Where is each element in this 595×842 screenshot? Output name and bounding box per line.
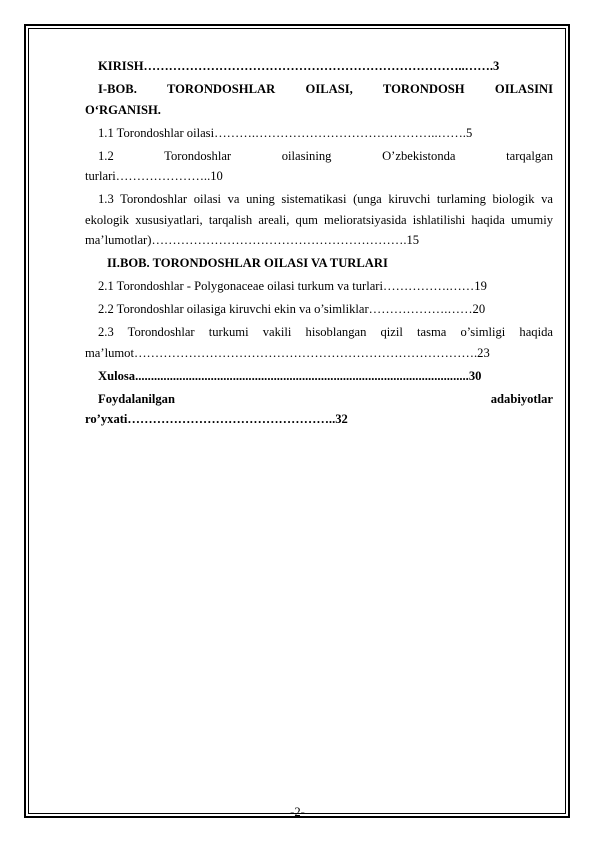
toc-chapter-1-title-line1: I-BOB. TORONDOSHLAR OILASI, TORONDOSH OILASINI bbox=[98, 81, 553, 96]
toc-chapter-2-title: II.BOB. TORONDOSHLAR OILASI VA TURLARI bbox=[107, 256, 388, 271]
toc-entry-2-1: 2.1 Torondoshlar - Polygonaceae oilasi turkum va turlari…………….……19 bbox=[98, 279, 487, 294]
table-of-contents bbox=[85, 56, 553, 432]
toc-entry-xulosa: Xulosa..........................................................................................................30 bbox=[98, 368, 482, 383]
toc-entry-kirish: KIRISH…………………………………………………………………..…….3 bbox=[98, 59, 500, 73]
toc-chapter-1-title-cont: O‘RGANISH. bbox=[85, 102, 161, 117]
toc-entry-1-2: 1.2 Torondoshlar oilasining O’zbekistonda tarqalgan bbox=[98, 148, 553, 163]
toc-entry-adabiyotlar: Foydalanilgan adabiyotlar bbox=[98, 391, 553, 406]
toc-entry-1-1: 1.1 Torondoshlar oilasi……….……………………………………..…….5 bbox=[98, 125, 473, 140]
toc-entry-1-2-cont: turlari…………………..10 bbox=[85, 169, 223, 184]
toc-chapter-1-title bbox=[85, 79, 553, 100]
toc-entry-1-3: 1.3 Torondoshlar oilasi va uning sistematikasi (unga kiruvchi turlaming biologik va ekologik xususiyatlari, tarqalish areali, qum melioratsiyasida ishlatilishi haqida umumiy ma’lumotlar)…………………………………………………….15 bbox=[85, 192, 553, 248]
toc-entry-adabiyotlar-cont: ro’yxati…………………………………………..32 bbox=[85, 412, 348, 427]
toc-entry-2-3: 2.3 Torondoshlar turkumi vakili hisoblangan qizil tasma o’simligi haqida ma’lumot……………………………………………………………………….23 bbox=[85, 325, 553, 360]
page-number: -2- bbox=[290, 805, 305, 819]
toc-entry-2-2: 2.2 Torondoshlar oilasiga kiruvchi ekin va o’simliklar……………….……20 bbox=[98, 302, 486, 317]
